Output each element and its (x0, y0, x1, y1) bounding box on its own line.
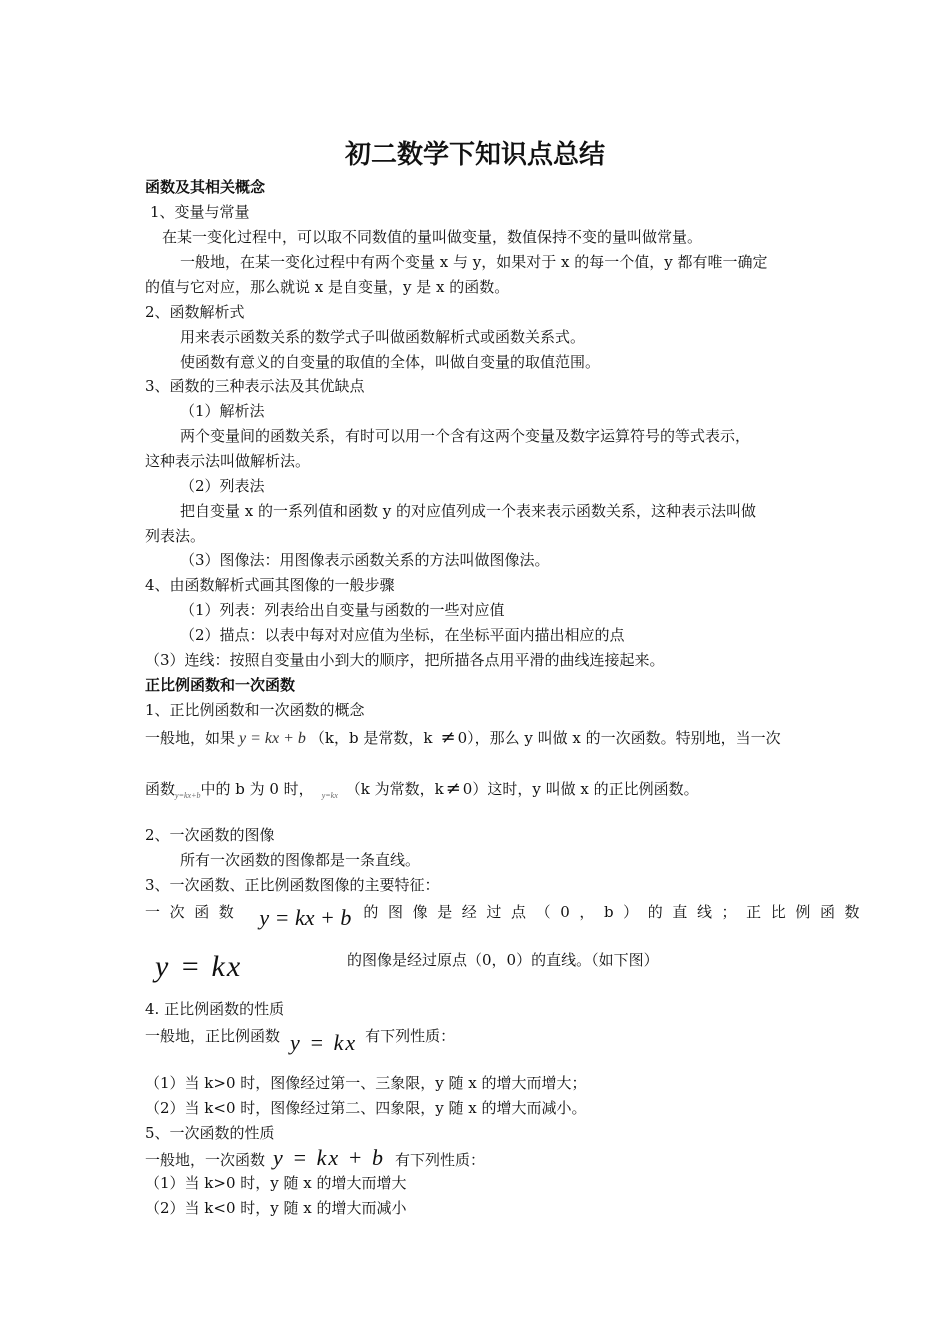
text-fragment: 中的 b 为 0 时， (200, 780, 314, 798)
paragraph-table-2: 列表法。 (145, 527, 206, 545)
equation-linear-small: y=kx+b (175, 791, 201, 800)
paragraph-expression: 用来表示函数关系的数学式子叫做函数解析式或函数关系式。 (180, 328, 586, 346)
equation-linear-properties: y = kx + b (273, 1145, 386, 1170)
method-table: （2）列表法 (180, 477, 265, 495)
text-fragment: 有下列性质： (365, 1027, 456, 1045)
equation-linear-medium: y = kx + b (259, 905, 352, 930)
proportional-intro (145, 1024, 456, 1055)
text-fragment: 一般地，正比例函数 (145, 1027, 281, 1045)
paragraph-function-def-1: 一般地，在某一变化过程中有两个变量 x 与 y，如果对于 x 的每一个值，y 都有唯一确定 (180, 253, 768, 271)
step-plot: （2）描点：以表中每对对应值为坐标，在坐标平面内描出相应的点 (180, 626, 625, 644)
subheading-linear-graph: 2、一次函数的图像 (145, 826, 275, 844)
subheading-variables: 1、变量与常量 (150, 203, 250, 221)
graph-features-line-2: 的图像是经过原点（0，0）的直线。（如下图） (347, 951, 659, 969)
subheading-representations: 3、函数的三种表示法及其优缺点 (145, 377, 365, 395)
paragraph-domain: 使函数有意义的自变量的取值的全体，叫做自变量的取值范围。 (180, 353, 601, 371)
subheading-expression: 2、函数解析式 (145, 303, 245, 321)
paragraph-function-def-2: 的值与它对应，那么就说 x 是自变量，y 是 x 的函数。 (145, 278, 510, 296)
text-fragment: 一般地，一次函数 (145, 1151, 266, 1169)
text-fragment: 一般地，如果 (145, 729, 236, 747)
linear-definition-line-1 (145, 728, 781, 749)
paragraph-analytic-1: 两个变量间的函数关系，有时可以用一个含有这两个变量及数字运算符号的等式表示， (180, 427, 751, 445)
paragraph-variables: 在某一变化过程中，可以取不同数值的量叫做变量，数值保持不变的量叫做常量。 (162, 228, 703, 246)
linear-definition-line-2 (145, 779, 699, 806)
linear-property-decreasing: （2）当 k<0 时，y 随 x 的增大而减小 (145, 1199, 407, 1217)
linear-intro (145, 1145, 486, 1170)
step-table: （1）列表：列表给出自变量与函数的一些对应值 (180, 601, 505, 619)
paragraph-graph-line: 所有一次函数的图像都是一条直线。 (180, 851, 421, 869)
section-heading-functions: 函数及其相关概念 (145, 178, 266, 196)
paragraph-table-1: 把自变量 x 的一系列值和函数 y 的对应值列成一个表来表示函数关系，这种表示法叫做 (180, 502, 757, 520)
equation-linear: y = kx + b (239, 730, 306, 747)
section-heading-linear: 正比例函数和一次函数 (145, 676, 296, 694)
paragraph-analytic-2: 这种表示法叫做解析法。 (145, 452, 311, 470)
equation-proportional-small: y=kx (321, 791, 338, 800)
subheading-steps: 4、由函数解析式画其图像的一般步骤 (145, 576, 395, 594)
equation-proportional: y = kx (290, 1030, 358, 1055)
subheading-proportional-properties: 4. 正比例函数的性质 (145, 1000, 285, 1018)
not-equal-symbol: ≠ (440, 727, 456, 748)
subheading-linear-properties: 5、一次函数的性质 (145, 1124, 275, 1142)
equation-proportional-large: y = kx (155, 950, 243, 983)
text-fragment: 有下列性质： (395, 1151, 486, 1169)
graph-features-line-1 (145, 900, 870, 930)
subheading-linear-concept: 1、正比例函数和一次函数的概念 (145, 701, 365, 719)
method-graph: （3）图像法：用图像表示函数关系的方法叫做图像法。 (180, 551, 550, 569)
text-fragment: 的图像是经过点（0，b）的直线；正比例函数 (363, 903, 870, 921)
text-fragment: （k，b 是常数，k (309, 729, 433, 747)
text-fragment: 函数 (145, 780, 176, 798)
page-title: 初二数学下知识点总结 (344, 140, 605, 170)
text-fragment: 一次函数 (145, 903, 244, 921)
text-fragment: （k 为常数，k (345, 780, 444, 798)
method-analytic: （1）解析法 (180, 402, 265, 420)
text-fragment: 0），那么 y 叫做 x 的一次函数。特别地，当一次 (457, 729, 781, 747)
text-fragment: 0）这时，y 叫做 x 的正比例函数。 (462, 780, 699, 798)
linear-property-increasing: （1）当 k>0 时，y 随 x 的增大而增大 (145, 1174, 407, 1192)
property-k-positive: （1）当 k>0 时，图像经过第一、三象限，y 随 x 的增大而增大； (145, 1074, 587, 1092)
step-connect: （3）连线：按照自变量由小到大的顺序，把所描各点用平滑的曲线连接起来。 (145, 651, 665, 669)
subheading-graph-features: 3、一次函数、正比例函数图像的主要特征： (145, 876, 440, 894)
not-equal-symbol: ≠ (445, 778, 461, 799)
property-k-negative: （2）当 k<0 时，图像经过第二、四象限，y 随 x 的增大而减小。 (145, 1099, 587, 1117)
